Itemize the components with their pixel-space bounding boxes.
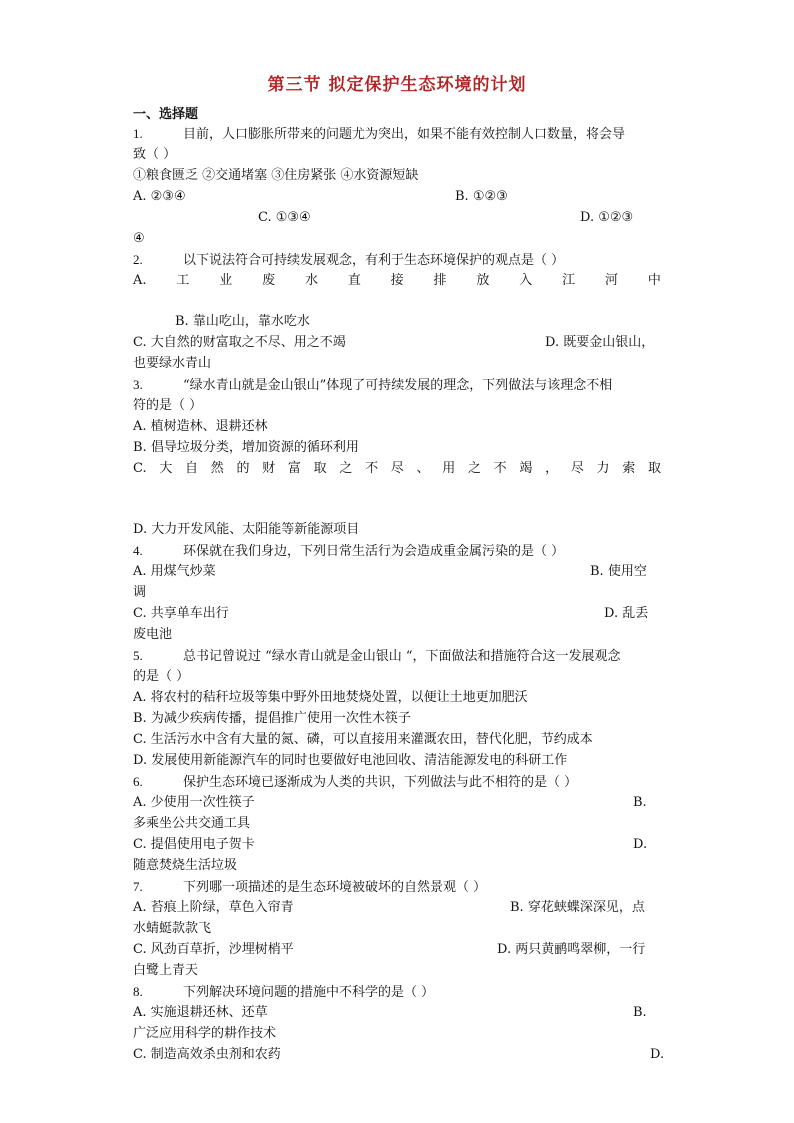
- question-8-option-b-cont: 广泛应用科学的耕作技术: [133, 1026, 277, 1041]
- option-char: 放: [476, 273, 490, 288]
- option-char: 之: [467, 461, 481, 476]
- option-char: 尽: [570, 461, 584, 476]
- question-2-option-d: D. 既要金山银山，: [545, 335, 655, 350]
- question-1-option-a: A. ②③④: [133, 189, 186, 204]
- question-3-option-a: A. 植树造林、退耕还林: [133, 419, 268, 434]
- question-number: 7.: [133, 879, 143, 894]
- option-char: ，: [545, 461, 559, 476]
- option-char: 废: [262, 273, 276, 288]
- question-6-stem: 6. 保护生态环境已逐渐成为人类的共识，下列做法与此不相符的是（ ）: [133, 774, 578, 790]
- question-5-option-c: C. 生活污水中含有大量的氮、磷，可以直接用来灌溉农田，替代化肥，节约成本: [133, 732, 593, 747]
- question-7-stem: 7. 下列哪一项描述的是生态环境被破坏的自然景观（ ）: [133, 879, 487, 895]
- question-7-option-c: C. 风劲百草折，沙埋树梢平: [133, 942, 294, 957]
- option-char: 接: [390, 273, 404, 288]
- option-char: 工: [176, 273, 190, 288]
- question-4-option-c: C. 共享单车出行: [133, 606, 229, 621]
- question-1-option-c: C. ①③④: [258, 210, 311, 225]
- question-5-option-b: B. 为减少疾病传播，提倡推广使用一次性木筷子: [133, 711, 411, 726]
- option-char: 河: [604, 273, 618, 288]
- question-3-option-c: [133, 461, 661, 477]
- option-char: 竭: [519, 461, 533, 476]
- option-char: 直: [347, 273, 361, 288]
- option-char: 用: [442, 461, 456, 476]
- option-char: 索: [622, 461, 636, 476]
- question-number: 4.: [133, 543, 143, 558]
- question-number: 1.: [133, 126, 143, 141]
- question-1-stem-cont: 致（ ）: [133, 147, 177, 162]
- question-4-stem: 4. 环保就在我们身边，下列日常生活行为会造成重金属污染的是（ ）: [133, 543, 565, 559]
- option-char: 、: [416, 461, 430, 476]
- option-char: 业: [219, 273, 233, 288]
- question-6-option-a: A. 少使用一次性筷子: [133, 795, 255, 810]
- question-2-option-a: [133, 273, 661, 289]
- option-char: 水: [304, 273, 318, 288]
- question-7-option-a: A. 苔痕上阶绿，草色入帘青: [133, 900, 294, 915]
- option-char: 中: [647, 273, 661, 288]
- question-7-option-d-cont: 白鹭上青天: [133, 963, 199, 978]
- question-4-option-d-cont: 废电池: [133, 627, 173, 642]
- question-3-stem: 3. “绿水青山就是金山银山”体现了可持续发展的理念，下列做法与该理念不相: [133, 377, 613, 393]
- question-4-option-d: D. 乱丢: [604, 606, 649, 621]
- question-5-option-a: A. 将农村的秸秆垃圾等集中野外田地焚烧处置，以便让土地更加肥沃: [133, 690, 528, 705]
- question-8-option-c: C. 制造高效杀虫剂和农药: [133, 1047, 281, 1062]
- option-char: 入: [519, 273, 533, 288]
- option-char: 财: [262, 461, 276, 476]
- question-3-stem-cont: 符的是（ ）: [133, 398, 203, 413]
- option-char: 不: [493, 461, 507, 476]
- question-6-option-d: D.: [633, 837, 648, 852]
- option-char: 取: [647, 461, 661, 476]
- question-4-option-b-cont: 调: [133, 585, 147, 600]
- option-char: 力: [596, 461, 610, 476]
- page-title: 第三节 拟定保护生态环境的计划: [267, 75, 527, 95]
- question-6-option-c: C. 提倡使用电子贺卡: [133, 837, 255, 852]
- question-7-option-b-cont: 水蜻蜓款款飞: [133, 921, 212, 936]
- option-char: 之: [339, 461, 353, 476]
- question-6-option-b-cont: 多乘坐公共交通工具: [133, 816, 251, 831]
- question-number: 6.: [133, 774, 143, 789]
- question-8-option-b: B.: [633, 1005, 647, 1020]
- question-1-option-d: D. ①②③: [580, 210, 634, 225]
- question-8-option-a: A. 实施退耕还林、还草: [133, 1005, 268, 1020]
- question-7-option-b: B. 穿花蛱蝶深深见，点: [510, 900, 645, 915]
- option-char: 取: [313, 461, 327, 476]
- question-3-option-d: D. 大力开发风能、太阳能等新能源项目: [133, 522, 360, 537]
- question-1-items: ①粮食匮乏 ②交通堵塞 ③住房紧张 ④水资源短缺: [133, 168, 419, 183]
- question-5-stem-cont: 的是（ ）: [133, 669, 190, 684]
- question-1-stem: 1. 目前，人口膨胀所带来的问题尤为突出，如果不能有效控制人口数量，将会导: [133, 126, 626, 142]
- option-char: 尽: [390, 461, 404, 476]
- question-8-option-d: D.: [650, 1047, 665, 1062]
- question-1-option-b: B. ①②③: [455, 189, 508, 204]
- option-char: 富: [287, 461, 301, 476]
- question-6-option-d-cont: 随意焚烧生活垃圾: [133, 858, 238, 873]
- option-char: 排: [433, 273, 447, 288]
- question-number: 8.: [133, 984, 143, 999]
- option-char: 自: [185, 461, 199, 476]
- question-2-option-b: B. 靠山吃山，靠水吃水: [175, 314, 310, 329]
- question-2-option-d-cont: 也要绿水青山: [133, 356, 212, 371]
- question-8-stem: 8. 下列解决环境问题的措施中不科学的是（ ）: [133, 984, 435, 1000]
- section-heading: 一、选择题: [133, 107, 199, 122]
- question-5-stem: 5. 总书记曾说过 “绿水青山就是金山银山 “，下面做法和措施符合这一发展观念: [133, 648, 621, 664]
- question-number: 5.: [133, 648, 143, 663]
- option-char: 不: [365, 461, 379, 476]
- question-number: 2.: [133, 252, 143, 267]
- option-char: 江: [562, 273, 576, 288]
- question-2-option-c: C. 大自然的财富取之不尽、用之不竭: [133, 335, 346, 350]
- question-7-option-d: D. 两只黄鹂鸣翠柳，一行: [497, 942, 646, 957]
- question-number: 3.: [133, 377, 143, 392]
- question-4-option-b: B. 使用空: [590, 564, 647, 579]
- question-5-option-d: D. 发展使用新能源汽车的同时也要做好电池回收、清洁能源发电的科研工作: [133, 753, 568, 768]
- question-4-option-a: A. 用煤气炒菜: [133, 564, 216, 579]
- option-char: 然: [210, 461, 224, 476]
- question-2-stem: 2. 以下说法符合可持续发展观念，有利于生态环境保护的观点是（ ）: [133, 252, 565, 268]
- question-3-option-b: B. 倡导垃圾分类，增加资源的循环利用: [133, 440, 359, 455]
- option-char: 的: [236, 461, 250, 476]
- option-char: C.: [133, 461, 147, 476]
- option-char: A.: [133, 273, 147, 288]
- option-char: 大: [159, 461, 173, 476]
- question-1-option-d-cont: ④: [133, 231, 145, 246]
- question-6-option-b: B.: [633, 795, 647, 810]
